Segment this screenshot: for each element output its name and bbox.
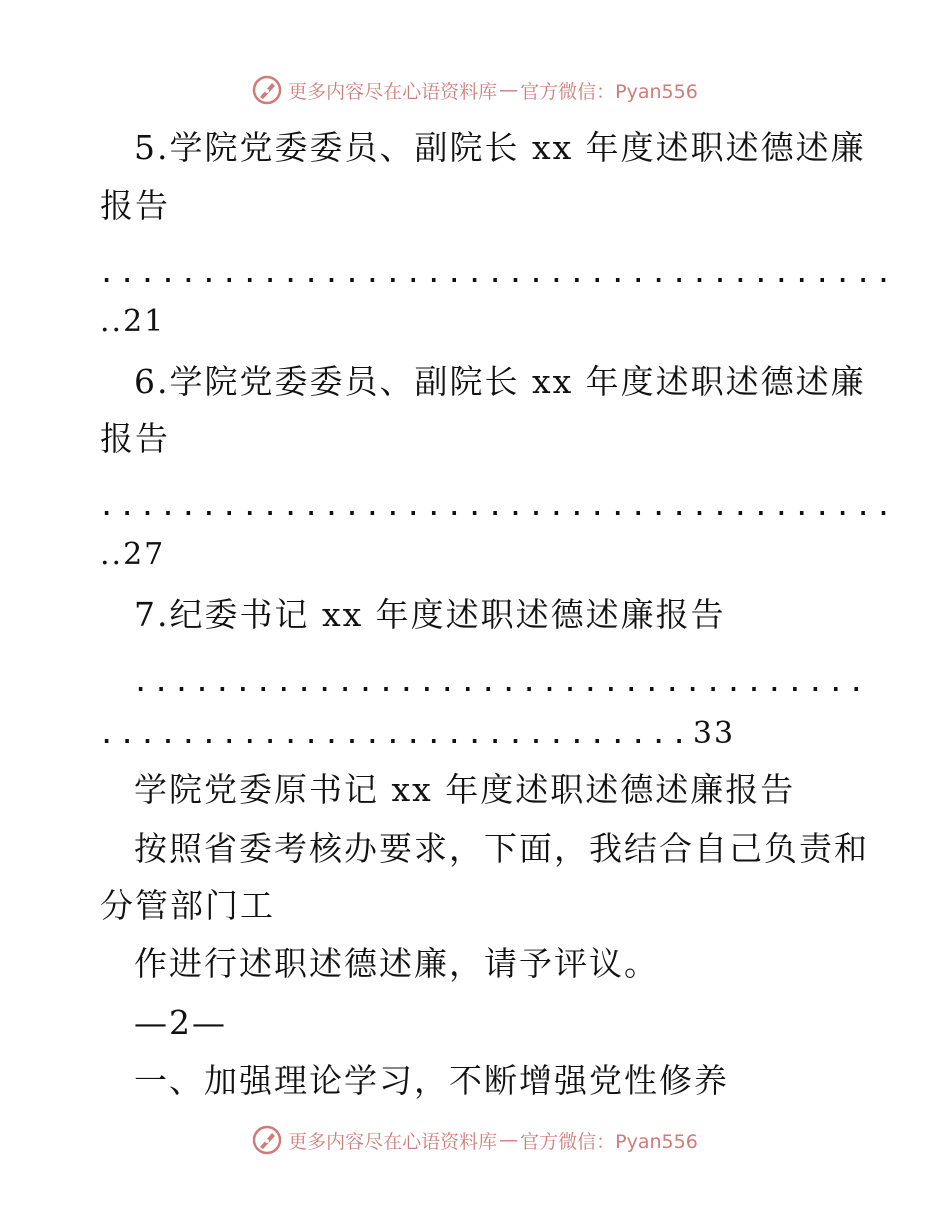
watermark-suffix: 官方微信：Pyan556 (520, 80, 698, 103)
toc-entry-6-page: ..27 (100, 537, 166, 572)
pen-logo-icon (252, 1125, 282, 1155)
paragraph-1-line-2: 分管部门工 (100, 886, 275, 925)
toc-entry-5-title: 5.学院党委委员、副院长 xx 年度述职述德述廉 (134, 128, 866, 167)
watermark-separator: — (499, 79, 519, 101)
toc-entry-7-page: 33 (692, 716, 736, 751)
toc-entry-7-dots-2: ............................. (100, 724, 693, 749)
report-heading: 学院党委原书记 xx 年度述职述德述廉报告 (134, 770, 796, 809)
watermark-separator: — (499, 1129, 519, 1151)
toc-entry-7-dots-and-page (100, 712, 920, 757)
watermark-suffix: 官方微信：Pyan556 (520, 1130, 698, 1153)
toc-entry-5-dots: ....................................... (100, 263, 898, 288)
paragraph-2: 作进行述职述德述廉，请予评议。 (134, 944, 659, 983)
header-watermark (0, 72, 950, 108)
toc-entry-5-title-cont: 报告 (100, 186, 170, 225)
toc-entry-6-dots: ....................................... (100, 496, 898, 521)
toc-entry-6-title-cont: 报告 (100, 419, 170, 458)
page-number: —2— (134, 1003, 227, 1042)
pen-logo-icon (252, 75, 282, 105)
toc-entry-6-title: 6.学院党委委员、副院长 xx 年度述职述德述廉 (134, 362, 866, 401)
toc-entry-7-title: 7.纪委书记 xx 年度述职述德述廉报告 (134, 595, 726, 634)
section-heading-1: 一、加强理论学习，不断增强党性修养 (134, 1061, 729, 1100)
footer-watermark (0, 1122, 950, 1158)
watermark-text: 更多内容尽在心语资料库 (288, 1130, 498, 1153)
toc-entry-5-page: ..21 (100, 304, 166, 339)
paragraph-1-line-1: 按照省委考核办要求，下面，我结合自己负责和 (134, 829, 869, 868)
toc-entry-7-dots: .................................... (134, 672, 871, 697)
watermark-text: 更多内容尽在心语资料库 (288, 80, 498, 103)
